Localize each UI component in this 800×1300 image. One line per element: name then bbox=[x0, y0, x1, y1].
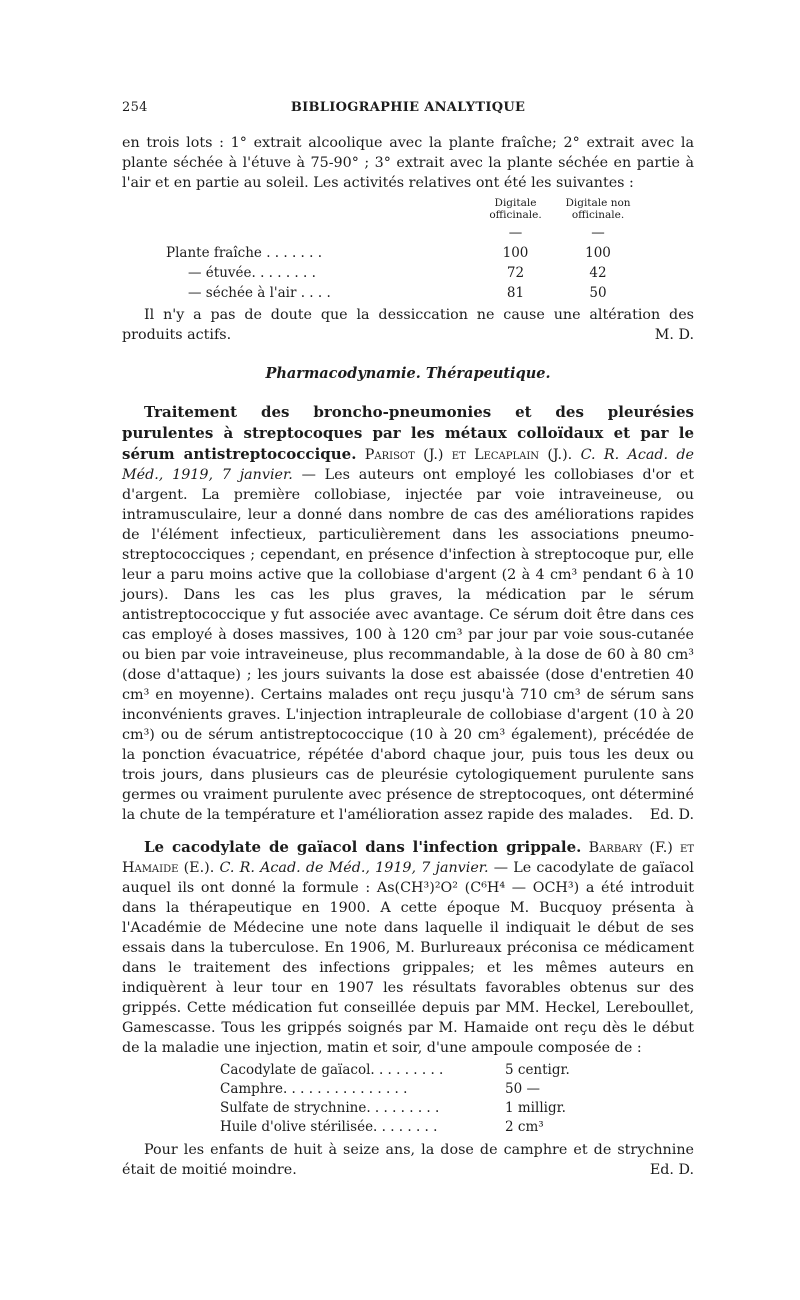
article-closing bbox=[122, 1140, 694, 1180]
table-row bbox=[220, 1098, 570, 1117]
page bbox=[122, 100, 694, 1180]
row-value-officinale: 100 bbox=[502, 245, 529, 261]
table-row bbox=[220, 1079, 570, 1098]
table-row bbox=[166, 281, 643, 301]
article-title: Le cacodylate de gaïacol dans l'infection grippale. bbox=[144, 838, 582, 856]
row-label: — séchée à l'air . . . . bbox=[188, 285, 331, 301]
dose: 1 milligr. bbox=[505, 1099, 566, 1116]
col-header-officinale: Digitale officinale. bbox=[489, 197, 542, 221]
row-value-non-officinale: 42 bbox=[589, 265, 607, 281]
page-number: 254 bbox=[122, 100, 148, 115]
section-heading: Pharmacodynamie. Thérapeutique. bbox=[265, 365, 551, 382]
signature: M. D. bbox=[654, 327, 694, 343]
closing-text: Pour les enfants de huit à seize ans, la dose de camphre et de strychnine était de moitié moindre. bbox=[122, 1142, 694, 1178]
signature: Ed. D. bbox=[649, 807, 694, 823]
running-header bbox=[122, 100, 694, 115]
row-label: Plante fraîche . . . . . . . bbox=[166, 245, 322, 261]
table-row bbox=[220, 1117, 570, 1136]
ingredient: Cacodylate de gaïacol. . . . . . . . . bbox=[220, 1061, 444, 1078]
row-value-non-officinale: 100 bbox=[585, 245, 611, 261]
col-header-non-officinale: Digitale non officinale. bbox=[565, 197, 631, 221]
article-authors: Parisot (J.) et Lecaplain (J.). bbox=[364, 447, 573, 463]
dose: 50 — bbox=[505, 1080, 540, 1097]
table-row bbox=[166, 241, 643, 261]
row-value-officinale: 81 bbox=[506, 285, 525, 301]
row-value-non-officinale: 50 bbox=[589, 285, 607, 301]
ingredient: Huile d'olive stérilisée. . . . . . . . bbox=[220, 1118, 438, 1135]
composition-table bbox=[220, 1060, 570, 1136]
article-source: C. R. Acad. de Méd., 1919, 7 janvier. bbox=[219, 860, 489, 876]
article-title: Traitement des broncho-pneumonies et des pleurésies purulentes à streptocoques par les métaux colloïdaux et par le sérum antistreptococcique. bbox=[122, 403, 694, 463]
ingredient: Camphre. . . . . . . . . . . . . . . bbox=[220, 1080, 408, 1097]
article-source: C. R. Acad. de Méd., 1919, 7 janvier. bbox=[122, 447, 694, 483]
dose: 5 centigr. bbox=[505, 1061, 570, 1078]
row-label: — étuvée. . . . . . . . bbox=[188, 265, 316, 281]
ingredient: Sulfate de strychnine. . . . . . . . . bbox=[220, 1099, 440, 1116]
running-title: BIBLIOGRAPHIE ANALYTIQUE bbox=[290, 100, 526, 115]
row-value-officinale: 72 bbox=[506, 265, 525, 281]
article-body: — Le cacodylate de gaïacol auquel ils ont donné la formule : As(CH³)²O² (C⁶H⁴ — OCH³) a été introduit dans la thérapeutique en 1900. A cette époque M. Bucquoy présenta à l'Académie de Médecine une note dans laquelle il indiquait le début de ses essais dans la tuberculose. En 1906, M. Burlureaux préconisa ce médicament dans le traitement des infections grippales; et les mêmes auteurs en indiquèrent à leur tour en 1907 les résultats favorables obtenus sur des grippés. Cette médication fut conseillée depuis par MM. Heckel, Lereboullet, Gamescasse. Tous les grippés soignés par M. Hamaide ont reçu dès le début de la maladie une injection, matin et soir, d'une ampoule composée de : bbox=[122, 860, 695, 1056]
intro-conclusion bbox=[122, 305, 694, 345]
activity-table: Digitale officinale. Digitale non officinale. — — Plante fraîche . . . . . . . 100 100 — étuvée. . . . . . . . 72 42 — séchée à l'air . . . . 81 50 bbox=[166, 197, 643, 301]
table-row bbox=[166, 261, 643, 281]
table-row bbox=[220, 1060, 570, 1079]
article-authors: Barbary (F.) et Hamaide (E.). bbox=[122, 840, 695, 876]
article-traitement bbox=[122, 402, 694, 825]
dose: 2 cm³ bbox=[505, 1118, 544, 1135]
article-body: — Les auteurs ont employé les collobiases d'or et d'argent. La première collobiase, injectée par voie intraveineuse, ou intramusculaire, leur a donné dans nombre de cas des améliorations rapides de l'élément infectieux, particulièrement dans les associations pneumo-streptococciques ; cependant, en présence d'infection à streptocoque pur, elle leur a paru moins active que la collobiase d'argent (2 à 4 cm³ pendant 6 à 10 jours). Dans les cas les plus graves, la médication par le sérum antistreptococcique y fut associée avec avantage. Ce sérum doit être dans ces cas employé à doses massives, 100 à 120 cm³ par jour par voie sous-cutanée ou bien par voie intraveineuse, plus recommandable, à la dose de 60 à 80 cm³ (dose d'attaque) ; les jours suivants la dose est abaissée (dose d'entretien 40 cm³ en moyenne). Certains malades ont reçu jusqu'à 710 cm³ de sérum sans inconvénients graves. L'injection intrapleurale de collobiase d'argent (10 à 20 cm³) ou de sérum antistreptococcique (10 à 20 cm³ également), précédée de la ponction évacuatrice, répétée d'abord chaque jour, puis tous les deux ou trois jours, dans plusieurs cas de pleurésie cytologiquement purulente sans germes ou vraiment purulente avec présence de streptocoques, ont déterminé la chute de la température et l'amélioration assez rapide des malades. bbox=[122, 467, 695, 823]
intro-paragraph: en trois lots : 1° extrait alcoolique avec la plante fraîche; 2° extrait avec la plante séchée à l'étuve à 75-90° ; 3° extrait avec la plante séchée en partie à l'air et en partie au soleil. Les activités relatives ont été les suivantes : bbox=[122, 135, 694, 191]
conclusion-text: Il n'y a pas de doute que la dessiccation ne cause une altération des produits actifs. bbox=[122, 307, 694, 343]
article-cacodylate bbox=[122, 837, 694, 1058]
signature: Ed. D. bbox=[649, 1162, 694, 1178]
